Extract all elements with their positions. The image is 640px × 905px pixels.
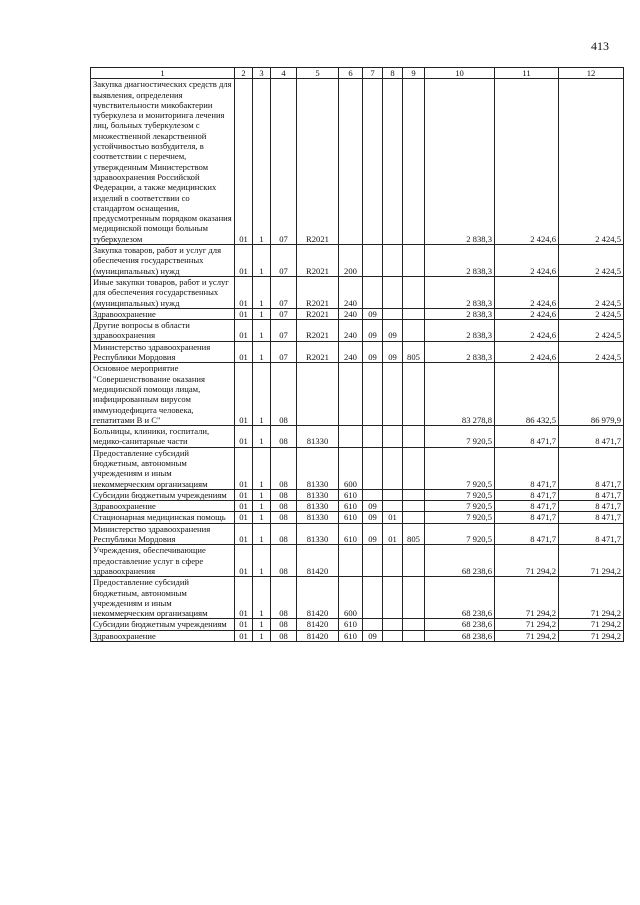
amount-2020-cell: 8 471,7 xyxy=(495,447,559,489)
sub-code-cell: 1 xyxy=(253,545,271,577)
header-cell: 8 xyxy=(383,68,403,79)
table-row xyxy=(91,79,624,245)
row-name-cell: Министерство здравоохранения Республики Мордовия xyxy=(91,341,235,363)
event-code-cell: 08 xyxy=(271,363,297,426)
section-cell xyxy=(363,577,383,619)
event-code-cell: 08 xyxy=(271,630,297,641)
sub-code-cell: 1 xyxy=(253,276,271,308)
section-cell: 09 xyxy=(363,501,383,512)
amount-2020-cell: 2 424,6 xyxy=(495,245,559,277)
ministry-code-cell xyxy=(403,426,425,448)
expense-type-cell: 240 xyxy=(339,341,363,363)
amount-2021-cell: 8 471,7 xyxy=(559,523,624,545)
amount-2021-cell: 2 424,5 xyxy=(559,341,624,363)
direction-code-cell: 81330 xyxy=(297,523,339,545)
direction-code-cell: R2021 xyxy=(297,79,339,245)
event-code-cell: 08 xyxy=(271,577,297,619)
row-name-cell: Основное мероприятие "Совершенствование оказания медицинской помощи лицам, инфицированным вирусом иммунодефицита человека, гепатитами В и С" xyxy=(91,363,235,426)
ministry-code-cell xyxy=(403,79,425,245)
amount-2019-cell: 68 238,6 xyxy=(425,630,495,641)
row-name-cell: Субсидии бюджетным учреждениям xyxy=(91,489,235,500)
amount-2020-cell: 8 471,7 xyxy=(495,512,559,523)
event-code-cell: 08 xyxy=(271,545,297,577)
row-name-cell: Больницы, клиники, госпитали, медико-санитарные части xyxy=(91,426,235,448)
subsection-cell xyxy=(383,489,403,500)
amount-2019-cell: 68 238,6 xyxy=(425,545,495,577)
event-code-cell: 08 xyxy=(271,523,297,545)
table-row xyxy=(91,545,624,577)
ministry-code-cell xyxy=(403,619,425,630)
expense-type-cell: 610 xyxy=(339,501,363,512)
amount-2020-cell: 8 471,7 xyxy=(495,501,559,512)
section-cell: 09 xyxy=(363,308,383,319)
direction-code-cell: 81420 xyxy=(297,630,339,641)
direction-code-cell: 81330 xyxy=(297,501,339,512)
row-name-cell: Субсидии бюджетным учреждениям xyxy=(91,619,235,630)
sub-code-cell: 1 xyxy=(253,489,271,500)
expense-type-cell: 240 xyxy=(339,320,363,342)
ministry-code-cell xyxy=(403,363,425,426)
amount-2021-cell: 71 294,2 xyxy=(559,545,624,577)
subsection-cell xyxy=(383,501,403,512)
amount-2019-cell: 7 920,5 xyxy=(425,447,495,489)
subsection-cell xyxy=(383,630,403,641)
direction-code-cell: R2021 xyxy=(297,341,339,363)
amount-2019-cell: 2 838,3 xyxy=(425,308,495,319)
sub-code-cell: 1 xyxy=(253,245,271,277)
ministry-code-cell xyxy=(403,512,425,523)
subsection-cell: 09 xyxy=(383,320,403,342)
section-cell xyxy=(363,245,383,277)
direction-code-cell: 81330 xyxy=(297,512,339,523)
header-cell: 12 xyxy=(559,68,624,79)
sub-code-cell: 1 xyxy=(253,341,271,363)
amount-2020-cell: 71 294,2 xyxy=(495,577,559,619)
page-number: 413 xyxy=(591,39,609,53)
row-name-cell: Иные закупки товаров, работ и услуг для обеспечения государственных (муниципальных) нужд xyxy=(91,276,235,308)
event-code-cell: 07 xyxy=(271,245,297,277)
section-cell xyxy=(363,276,383,308)
sub-code-cell: 1 xyxy=(253,577,271,619)
subsection-cell xyxy=(383,619,403,630)
sub-code-cell: 1 xyxy=(253,447,271,489)
event-code-cell: 08 xyxy=(271,447,297,489)
amount-2019-cell: 7 920,5 xyxy=(425,512,495,523)
amount-2021-cell: 71 294,2 xyxy=(559,630,624,641)
budget-table xyxy=(90,67,624,642)
event-code-cell: 08 xyxy=(271,501,297,512)
section-cell: 09 xyxy=(363,320,383,342)
amount-2020-cell: 8 471,7 xyxy=(495,489,559,500)
amount-2019-cell: 2 838,3 xyxy=(425,320,495,342)
header-row xyxy=(91,68,624,79)
sub-code-cell: 1 xyxy=(253,619,271,630)
subsection-cell xyxy=(383,545,403,577)
header-cell: 2 xyxy=(235,68,253,79)
ministry-code-cell: 805 xyxy=(403,341,425,363)
section-cell xyxy=(363,545,383,577)
ministry-code-cell xyxy=(403,308,425,319)
amount-2019-cell: 7 920,5 xyxy=(425,523,495,545)
ministry-code-cell xyxy=(403,489,425,500)
table-row xyxy=(91,489,624,500)
table-row xyxy=(91,523,624,545)
amount-2020-cell: 71 294,2 xyxy=(495,619,559,630)
subsection-cell xyxy=(383,308,403,319)
table-row xyxy=(91,426,624,448)
subsection-cell: 09 xyxy=(383,341,403,363)
expense-type-cell xyxy=(339,363,363,426)
amount-2020-cell: 86 432,5 xyxy=(495,363,559,426)
amount-2021-cell: 8 471,7 xyxy=(559,489,624,500)
amount-2021-cell: 2 424,5 xyxy=(559,79,624,245)
section-cell: 09 xyxy=(363,512,383,523)
row-name-cell: Предоставление субсидий бюджетным, автономным учреждениям и иным некоммерческим организациям xyxy=(91,447,235,489)
gp-code-cell: 01 xyxy=(235,501,253,512)
section-cell: 09 xyxy=(363,341,383,363)
direction-code-cell xyxy=(297,363,339,426)
amount-2019-cell: 7 920,5 xyxy=(425,426,495,448)
amount-2021-cell: 86 979,9 xyxy=(559,363,624,426)
expense-type-cell: 240 xyxy=(339,308,363,319)
row-name-cell: Здравоохранение xyxy=(91,308,235,319)
header-cell: 6 xyxy=(339,68,363,79)
ministry-code-cell: 805 xyxy=(403,523,425,545)
amount-2020-cell: 8 471,7 xyxy=(495,426,559,448)
expense-type-cell: 200 xyxy=(339,245,363,277)
row-name-cell: Учреждения, обеспечивающие предоставление услуг в сфере здравоохранения xyxy=(91,545,235,577)
row-name-cell: Предоставление субсидий бюджетным, автономным учреждениям и иным некоммерческим организациям xyxy=(91,577,235,619)
gp-code-cell: 01 xyxy=(235,489,253,500)
direction-code-cell: 81330 xyxy=(297,447,339,489)
expense-type-cell: 610 xyxy=(339,489,363,500)
gp-code-cell: 01 xyxy=(235,545,253,577)
expense-type-cell: 240 xyxy=(339,276,363,308)
event-code-cell: 07 xyxy=(271,320,297,342)
expense-type-cell: 600 xyxy=(339,577,363,619)
direction-code-cell: R2021 xyxy=(297,245,339,277)
expense-type-cell xyxy=(339,426,363,448)
row-name-cell: Здравоохранение xyxy=(91,630,235,641)
gp-code-cell: 01 xyxy=(235,447,253,489)
direction-code-cell: R2021 xyxy=(297,320,339,342)
subsection-cell xyxy=(383,577,403,619)
subsection-cell xyxy=(383,363,403,426)
sub-code-cell: 1 xyxy=(253,523,271,545)
subsection-cell xyxy=(383,245,403,277)
header-cell: 7 xyxy=(363,68,383,79)
event-code-cell: 08 xyxy=(271,512,297,523)
subsection-cell xyxy=(383,426,403,448)
gp-code-cell: 01 xyxy=(235,308,253,319)
row-name-cell: Другие вопросы в области здравоохранения xyxy=(91,320,235,342)
amount-2019-cell: 2 838,3 xyxy=(425,341,495,363)
amount-2021-cell: 2 424,5 xyxy=(559,276,624,308)
direction-code-cell: R2021 xyxy=(297,308,339,319)
ministry-code-cell xyxy=(403,276,425,308)
amount-2020-cell: 8 471,7 xyxy=(495,523,559,545)
amount-2021-cell: 2 424,5 xyxy=(559,308,624,319)
amount-2019-cell: 7 920,5 xyxy=(425,489,495,500)
amount-2020-cell: 71 294,2 xyxy=(495,630,559,641)
sub-code-cell: 1 xyxy=(253,363,271,426)
amount-2020-cell: 2 424,6 xyxy=(495,79,559,245)
amount-2019-cell: 2 838,3 xyxy=(425,245,495,277)
gp-code-cell: 01 xyxy=(235,512,253,523)
table-row xyxy=(91,619,624,630)
header-cell: 5 xyxy=(297,68,339,79)
event-code-cell: 07 xyxy=(271,341,297,363)
ministry-code-cell xyxy=(403,245,425,277)
direction-code-cell: 81330 xyxy=(297,426,339,448)
amount-2019-cell: 7 920,5 xyxy=(425,501,495,512)
direction-code-cell: 81420 xyxy=(297,577,339,619)
ministry-code-cell xyxy=(403,320,425,342)
row-name-cell: Здравоохранение xyxy=(91,501,235,512)
row-name-cell: Стационарная медицинская помощь xyxy=(91,512,235,523)
row-name-cell: Закупка диагностических средств для выявления, определения чувствительности микобактерии туберкулеза и мониторинга лечения лиц, больных туберкулезом с множественной лекарственной устойчивостью возбудителя, в соответствии с перечнем, утвержденным Министерством здравоохранения Российской Федерации, а также медицинских изделий в соответствии со стандартом оснащения, предусмотренным порядком оказания медицинской помощи больным туберкулезом xyxy=(91,79,235,245)
gp-code-cell: 01 xyxy=(235,619,253,630)
table-row xyxy=(91,245,624,277)
gp-code-cell: 01 xyxy=(235,630,253,641)
expense-type-cell: 610 xyxy=(339,523,363,545)
ministry-code-cell xyxy=(403,545,425,577)
amount-2021-cell: 8 471,7 xyxy=(559,426,624,448)
table-row xyxy=(91,630,624,641)
ministry-code-cell xyxy=(403,501,425,512)
section-cell xyxy=(363,363,383,426)
table-row xyxy=(91,501,624,512)
amount-2021-cell: 2 424,5 xyxy=(559,245,624,277)
gp-code-cell: 01 xyxy=(235,276,253,308)
gp-code-cell: 01 xyxy=(235,79,253,245)
section-cell xyxy=(363,447,383,489)
expense-type-cell: 610 xyxy=(339,630,363,641)
direction-code-cell: 81420 xyxy=(297,619,339,630)
header-cell: 4 xyxy=(271,68,297,79)
header-cell: 11 xyxy=(495,68,559,79)
amount-2021-cell: 8 471,7 xyxy=(559,501,624,512)
amount-2020-cell: 2 424,6 xyxy=(495,320,559,342)
ministry-code-cell xyxy=(403,577,425,619)
amount-2021-cell: 8 471,7 xyxy=(559,447,624,489)
amount-2021-cell: 8 471,7 xyxy=(559,512,624,523)
amount-2020-cell: 2 424,6 xyxy=(495,276,559,308)
amount-2021-cell: 2 424,5 xyxy=(559,320,624,342)
expense-type-cell xyxy=(339,545,363,577)
table-body xyxy=(91,79,624,642)
amount-2020-cell: 2 424,6 xyxy=(495,341,559,363)
sub-code-cell: 1 xyxy=(253,630,271,641)
section-cell xyxy=(363,619,383,630)
sub-code-cell: 1 xyxy=(253,426,271,448)
row-name-cell: Министерство здравоохранения Республики Мордовия xyxy=(91,523,235,545)
sub-code-cell: 1 xyxy=(253,501,271,512)
table-row xyxy=(91,447,624,489)
expense-type-cell: 610 xyxy=(339,512,363,523)
event-code-cell: 08 xyxy=(271,619,297,630)
amount-2021-cell: 71 294,2 xyxy=(559,619,624,630)
section-cell xyxy=(363,79,383,245)
event-code-cell: 08 xyxy=(271,426,297,448)
section-cell: 09 xyxy=(363,630,383,641)
gp-code-cell: 01 xyxy=(235,426,253,448)
sub-code-cell: 1 xyxy=(253,512,271,523)
header-cell: 3 xyxy=(253,68,271,79)
ministry-code-cell xyxy=(403,630,425,641)
expense-type-cell: 600 xyxy=(339,447,363,489)
direction-code-cell: R2021 xyxy=(297,276,339,308)
table-row xyxy=(91,320,624,342)
sub-code-cell: 1 xyxy=(253,79,271,245)
sub-code-cell: 1 xyxy=(253,308,271,319)
subsection-cell: 01 xyxy=(383,523,403,545)
gp-code-cell: 01 xyxy=(235,363,253,426)
amount-2020-cell: 2 424,6 xyxy=(495,308,559,319)
subsection-cell: 01 xyxy=(383,512,403,523)
table-row xyxy=(91,512,624,523)
event-code-cell: 07 xyxy=(271,308,297,319)
event-code-cell: 07 xyxy=(271,79,297,245)
table-row xyxy=(91,276,624,308)
table-row xyxy=(91,341,624,363)
table-row xyxy=(91,363,624,426)
amount-2021-cell: 71 294,2 xyxy=(559,577,624,619)
row-name-cell: Закупка товаров, работ и услуг для обеспечения государственных (муниципальных) нужд xyxy=(91,245,235,277)
event-code-cell: 08 xyxy=(271,489,297,500)
amount-2020-cell: 71 294,2 xyxy=(495,545,559,577)
amount-2019-cell: 68 238,6 xyxy=(425,577,495,619)
header-cell: 1 xyxy=(91,68,235,79)
section-cell xyxy=(363,426,383,448)
gp-code-cell: 01 xyxy=(235,577,253,619)
event-code-cell: 07 xyxy=(271,276,297,308)
subsection-cell xyxy=(383,79,403,245)
header-cell: 9 xyxy=(403,68,425,79)
expense-type-cell: 610 xyxy=(339,619,363,630)
sub-code-cell: 1 xyxy=(253,320,271,342)
section-cell: 09 xyxy=(363,523,383,545)
amount-2019-cell: 68 238,6 xyxy=(425,619,495,630)
expense-type-cell xyxy=(339,79,363,245)
amount-2019-cell: 2 838,3 xyxy=(425,276,495,308)
header-cell: 10 xyxy=(425,68,495,79)
gp-code-cell: 01 xyxy=(235,341,253,363)
gp-code-cell: 01 xyxy=(235,320,253,342)
ministry-code-cell xyxy=(403,447,425,489)
subsection-cell xyxy=(383,447,403,489)
section-cell xyxy=(363,489,383,500)
gp-code-cell: 01 xyxy=(235,523,253,545)
table-row xyxy=(91,308,624,319)
amount-2019-cell: 2 838,3 xyxy=(425,79,495,245)
table-row xyxy=(91,577,624,619)
amount-2019-cell: 83 278,8 xyxy=(425,363,495,426)
subsection-cell xyxy=(383,276,403,308)
gp-code-cell: 01 xyxy=(235,245,253,277)
direction-code-cell: 81420 xyxy=(297,545,339,577)
direction-code-cell: 81330 xyxy=(297,489,339,500)
